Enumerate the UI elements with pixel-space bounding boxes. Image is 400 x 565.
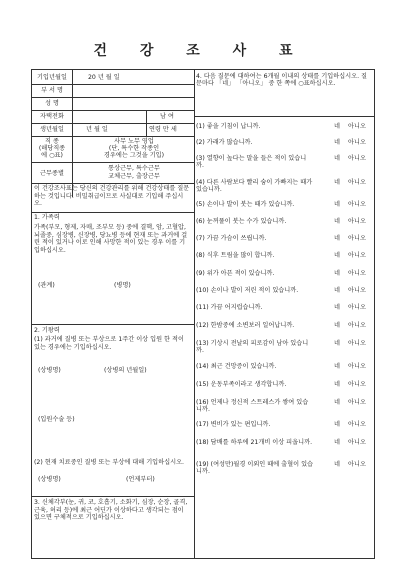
answer-yes-option[interactable]: 네 <box>334 304 340 311</box>
answer-no-option[interactable]: 아니오 <box>348 179 366 186</box>
answer-yes-option[interactable]: 네 <box>334 421 340 428</box>
header-divider <box>72 70 73 197</box>
label-work-type: 근무종별 <box>40 170 64 177</box>
label-fill-date: 기입년월일 <box>37 74 67 81</box>
answer-yes-option[interactable]: 네 <box>334 363 340 370</box>
answer-yes-option[interactable]: 네 <box>334 218 340 225</box>
question-text: (14) 최근 건망증이 있습니까. <box>196 363 277 370</box>
answer-yes-option[interactable]: 네 <box>334 461 340 468</box>
question-text: (16) 언제나 정신적 스트레스가 쌓여 있습니까. <box>196 399 309 414</box>
answer-yes-option[interactable]: 네 <box>334 155 340 162</box>
question-text: (18) 담배를 하루에 21개비 이상 피웁니까. <box>196 439 313 446</box>
label-home-phone: 자택전화 <box>40 113 64 120</box>
answer-no-option[interactable]: 아니오 <box>348 322 366 329</box>
question-text: (15) 운동부족이라고 생각합니까. <box>196 381 287 388</box>
question-text: (13) 기상시 전날의 피로감이 남아 있습니까. <box>196 340 309 355</box>
section2-disease-field[interactable]: (상병명) <box>38 367 61 374</box>
job-type-field[interactable]: 사무 노무 영업 (단, 특수한 작종인 경우에는 그것을 기입) <box>103 138 165 160</box>
question-text: (3) 열향이 높다는 말을 들은 적이 있습니까. <box>196 155 307 170</box>
question-text: (2) 가래가 많습니까. <box>196 139 253 146</box>
section3-text: 3. 신체각부(눈, 귀, 코, 호흡기, 소화기, 심장, 순장, 골격, 근육, 허리 등)에 최근 어딘가 이상하다고 생각되는 점이 있으면 구체적으로 기입하십시오. <box>34 499 188 522</box>
answer-no-option[interactable]: 아니오 <box>348 363 366 370</box>
answer-no-option[interactable]: 아니오 <box>348 155 366 162</box>
question-text: (8) 식후 트림을 많이 합니까. <box>196 252 275 259</box>
section2-item1: (1) 과거에 질병 또는 부상으로 1주간 이상 입원 한 적이 있는 경우에는 기입하십시오. <box>34 336 184 351</box>
fill-date-field[interactable]: 20 년 월 일 <box>88 74 120 81</box>
answer-yes-option[interactable]: 네 <box>334 252 340 259</box>
question-text: (11) 가끔 어지럽습니까. <box>196 304 263 311</box>
age-field[interactable]: 연령 만 세 <box>149 126 177 133</box>
question-text: (19) (여성만)월경 이외인 때에 출혈이 있습니까. <box>196 461 314 476</box>
answer-no-option[interactable]: 아니오 <box>348 123 366 130</box>
question-text: (6) 눈꺼풀이 붓는 수가 있습니까. <box>196 218 287 225</box>
birth-date-field[interactable]: 년 월 일 <box>86 126 108 133</box>
answer-yes-option[interactable]: 네 <box>334 381 340 388</box>
question-text: (1) 좋을 기침이 납니까. <box>196 123 261 130</box>
label-birth-date: 생년월일 <box>40 126 64 133</box>
section1-disease-field[interactable]: (병명) <box>114 282 131 289</box>
answer-no-option[interactable]: 아니오 <box>348 461 366 468</box>
answer-no-option[interactable]: 아니오 <box>348 381 366 388</box>
answer-yes-option[interactable]: 네 <box>334 235 340 242</box>
answer-no-option[interactable]: 아니오 <box>348 439 366 446</box>
left-column <box>32 70 195 558</box>
answer-yes-option[interactable]: 네 <box>334 322 340 329</box>
answer-yes-option[interactable]: 네 <box>334 139 340 146</box>
section2-current-disease-field[interactable]: (상병명) <box>38 476 61 483</box>
answer-yes-option[interactable]: 네 <box>334 201 340 208</box>
work-type-field[interactable]: 통상근무, 특수근무 교체근무, 출장근무 <box>108 165 160 180</box>
section2-item2: (2) 현재 치료중인 질병 또는 부상에 대해 기입하십시오. <box>34 459 185 466</box>
answer-no-option[interactable]: 아니오 <box>348 218 366 225</box>
answer-no-option[interactable]: 아니오 <box>348 287 366 294</box>
section1-body: 가족(부모, 형제, 자매, 조부모 등) 중에 결핵, 암, 고혈압, 뇌졸중, 심장병, 신장병, 당뇨병 등에 현재 또는 과거에 걸린 적이 있거나 이로 인해 사망한 적이 있는 경우 이를 기입하십시오. <box>34 224 188 254</box>
answer-no-option[interactable]: 아니오 <box>348 252 366 259</box>
health-survey-form <box>31 69 375 559</box>
answer-yes-option[interactable]: 네 <box>334 179 340 186</box>
section2-since-field[interactable]: (언제부터) <box>126 476 155 483</box>
section1-relation-field[interactable]: (관계) <box>38 282 55 289</box>
question-text: (17) 변비가 있는 편입니까. <box>196 421 271 428</box>
question-text: (9) 위가 아픈 적이 있습니까. <box>196 270 275 277</box>
answer-no-option[interactable]: 아니오 <box>348 304 366 311</box>
question-text: (4) 다른 사람보다 빨리 숨이 가빠지는 때가 있습니까. <box>196 179 313 194</box>
answer-yes-option[interactable]: 네 <box>334 340 340 347</box>
answer-yes-option[interactable]: 네 <box>334 439 340 446</box>
question-text: (12) 한밤중에 소변보러 일어납니까. <box>196 322 295 329</box>
right-column <box>194 70 374 558</box>
intro-text: 이 건강조사표는 당신의 건강관리를 위해 건강상태를 질문하는 것입니다. 비밀취급이므로 사실대로 기입해 주십시오. <box>34 185 190 208</box>
answer-no-option[interactable]: 아니오 <box>348 270 366 277</box>
question-text: (5) 손이나 발이 붓는 때가 있습니까. <box>196 201 295 208</box>
answer-yes-option[interactable]: 네 <box>334 399 340 406</box>
answer-no-option[interactable]: 아니오 <box>348 235 366 242</box>
answer-no-option[interactable]: 아니오 <box>348 340 366 347</box>
section2-surgery-field[interactable]: (입원수술 등) <box>38 416 75 423</box>
section1-title: 1. 가족력 <box>34 214 60 221</box>
question-text: (10) 손이나 발이 저린 적이 있습니까. <box>196 287 299 294</box>
section2-title: 2. 기왕력 <box>34 327 60 334</box>
page-title: 건 강 조 사 표 <box>93 43 307 59</box>
sex-field[interactable]: 남 여 <box>160 113 174 120</box>
question-text: (7) 가끔 가슴이 쓰립니까. <box>196 235 267 242</box>
answer-yes-option[interactable]: 네 <box>334 287 340 294</box>
label-job-type: 직 종 (해당직종 에 ○표) <box>38 138 66 160</box>
section4-header: 4. 다음 질문에 대하여는 6개월 이내의 상태를 기입하십시오. 질문마다 「네」 「아니오」 중 한 쪽에 ○표하십시오. <box>196 73 367 88</box>
label-department: 부 서 명 <box>41 87 63 94</box>
section2-date-field[interactable]: (상병의 년월일) <box>104 367 147 374</box>
label-name: 성 명 <box>45 100 59 107</box>
answer-no-option[interactable]: 아니오 <box>348 139 366 146</box>
answer-yes-option[interactable]: 네 <box>334 270 340 277</box>
answer-no-option[interactable]: 아니오 <box>348 421 366 428</box>
answer-no-option[interactable]: 아니오 <box>348 399 366 406</box>
answer-no-option[interactable]: 아니오 <box>348 201 366 208</box>
answer-yes-option[interactable]: 네 <box>334 123 340 130</box>
